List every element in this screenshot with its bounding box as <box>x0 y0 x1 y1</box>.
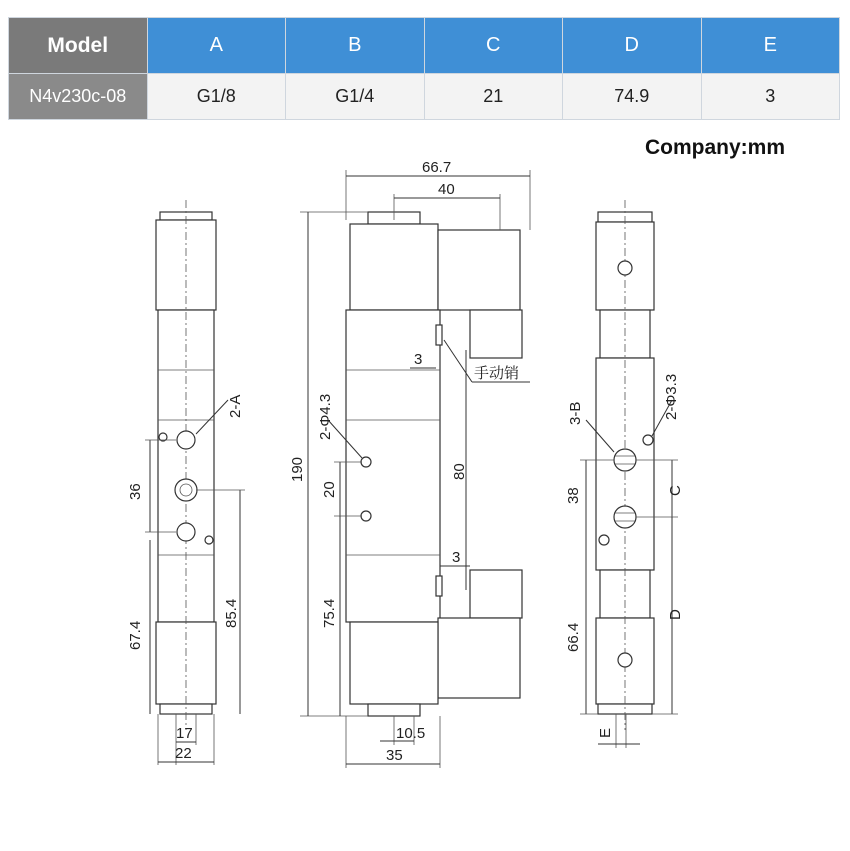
front-bottom-cap <box>368 704 420 716</box>
front-dim-3-bottom: 3 <box>452 549 461 566</box>
left-dim-67-4: 67.4 <box>127 620 144 650</box>
unit-label: Company:mm <box>645 136 786 159</box>
front-dim-190: 190 <box>289 456 306 482</box>
right-view <box>565 200 684 748</box>
left-view <box>127 200 245 765</box>
front-dim-35: 35 <box>386 747 403 764</box>
right-port-b1 <box>614 449 636 471</box>
front-mount-hole-2 <box>361 511 371 521</box>
front-dim-40: 40 <box>438 181 455 198</box>
cell-e: 3 <box>701 74 840 120</box>
front-bottom-coil <box>350 622 438 704</box>
right-dim-e: E <box>597 727 614 738</box>
left-port-a2 <box>177 523 195 541</box>
header-b: B <box>286 18 425 74</box>
front-label-manual-pin: 手动销 <box>474 365 520 382</box>
front-bottom-plug <box>470 570 522 618</box>
cell-d: 74.9 <box>563 74 702 120</box>
front-mount-hole-1 <box>361 457 371 467</box>
front-dim-80: 80 <box>451 463 468 480</box>
front-dim-10-5: 10.5 <box>396 725 426 742</box>
right-label-3b: 3-B <box>567 401 584 425</box>
left-dim-85-4: 85.4 <box>223 598 240 628</box>
left-port-a1 <box>177 431 195 449</box>
header-a: A <box>147 18 286 74</box>
front-valve-body <box>346 310 440 622</box>
left-dim-22: 22 <box>175 745 192 762</box>
front-dim-75-4: 75.4 <box>321 598 338 628</box>
left-dim-36: 36 <box>127 483 144 500</box>
right-label-c: C <box>667 485 684 496</box>
header-c: C <box>424 18 563 74</box>
right-port-b2 <box>614 506 636 528</box>
left-label-2a: 2-A <box>227 394 244 418</box>
front-label-holes: 2-Φ4.3 <box>317 393 334 440</box>
front-dim-66-7: 66.7 <box>422 159 452 176</box>
front-top-plug <box>470 310 522 358</box>
cell-model: N4v230c-08 <box>9 74 148 120</box>
front-view <box>289 159 530 768</box>
cell-a: G1/8 <box>147 74 286 120</box>
right-label-d: D <box>667 609 684 620</box>
header-e: E <box>701 18 840 74</box>
right-dim-38: 38 <box>565 487 582 504</box>
front-dim-3-top: 3 <box>414 351 423 368</box>
header-model: Model <box>9 18 148 74</box>
cell-b: G1/4 <box>286 74 425 120</box>
right-dim-66-4: 66.4 <box>565 622 582 652</box>
cell-c: 21 <box>424 74 563 120</box>
header-d: D <box>563 18 702 74</box>
front-top-coil <box>350 224 438 310</box>
front-top-connector <box>438 230 520 310</box>
right-bottom-plug <box>600 570 650 618</box>
front-dim-20: 20 <box>321 481 338 498</box>
right-label-holes: 2-Φ3.3 <box>663 373 680 420</box>
front-bottom-connector <box>438 618 520 698</box>
left-port-p <box>175 479 197 501</box>
left-dim-17: 17 <box>176 725 193 742</box>
